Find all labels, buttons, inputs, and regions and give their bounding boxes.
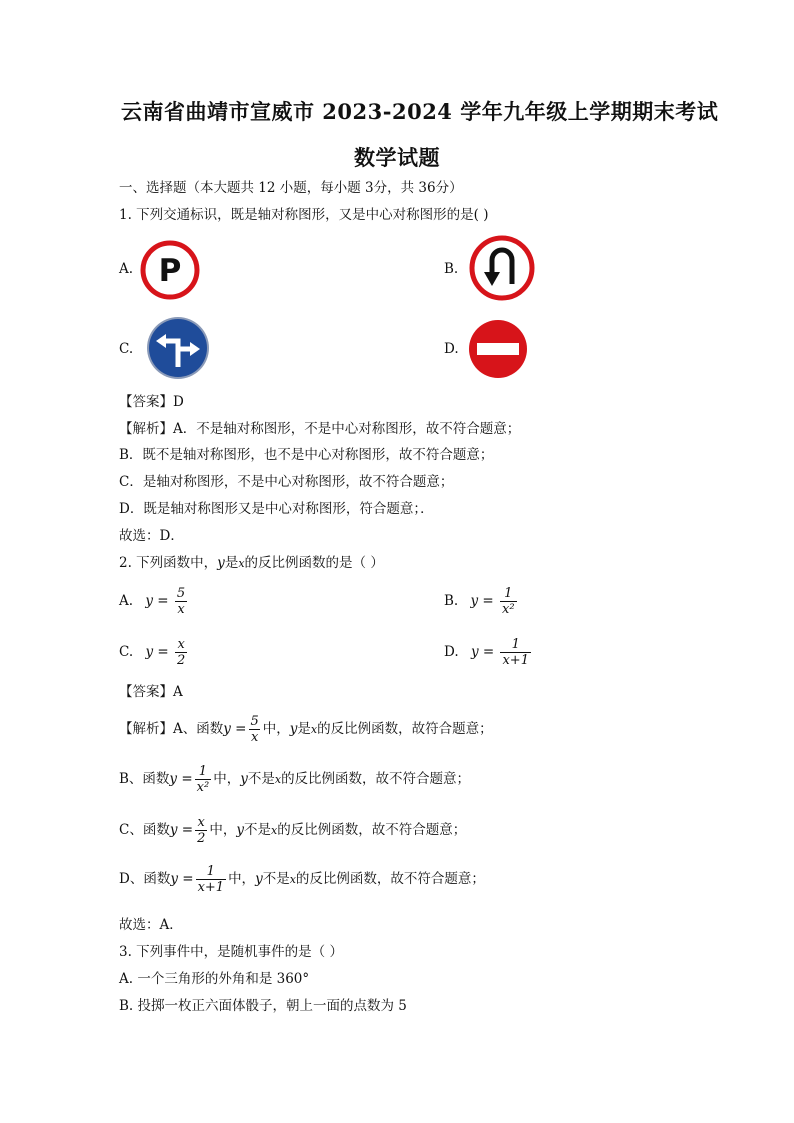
denominator: 2	[176, 653, 186, 668]
q3-stem: 3. 下列事件中，是随机事件的是（ ）	[119, 944, 343, 960]
analysis-lhs: y =	[169, 771, 193, 787]
numerator: 1	[198, 764, 208, 779]
numerator: 5	[176, 586, 186, 601]
q2-option-c	[119, 637, 189, 668]
q2-option-lhs: y =	[470, 593, 494, 609]
analysis-is: 不是	[247, 771, 275, 787]
parking-letter: P	[158, 253, 182, 289]
analysis-prefix: C、函数	[119, 822, 170, 838]
section-header: 一、选择题（本大题共 12 小题，每小题 3分，共 36分）	[119, 180, 463, 196]
denominator: x	[177, 602, 185, 617]
q2-analysis-line	[119, 714, 493, 745]
analysis-y: y	[240, 771, 248, 787]
q2-stem	[119, 554, 384, 573]
q1-analysis-line: D．既是轴对称图形又是中心对称图形，符合题意；．	[119, 501, 434, 517]
q2-conclusion: 故选：A．	[119, 917, 183, 933]
analysis-prefix: D、函数	[119, 871, 171, 887]
q2-stem-mid: 是	[224, 555, 239, 571]
q1-option-a-label: A.	[119, 261, 134, 277]
q2-analysis-line	[119, 764, 470, 795]
q2-stem-suffix: 的反比例函数的是（ ）	[244, 555, 384, 571]
q1-option-c-label: C.	[119, 341, 134, 357]
denominator: x²	[502, 602, 515, 617]
analysis-is: 不是	[262, 871, 290, 887]
denominator: x+1	[197, 880, 225, 895]
analysis-is: 不是	[244, 822, 271, 838]
analysis-y: y	[289, 721, 298, 737]
denominator: 2	[197, 831, 206, 846]
fraction	[175, 637, 187, 668]
fraction	[175, 586, 187, 617]
numerator: 1	[511, 637, 520, 652]
analysis-suffix: 的反比例函数，故不符合题意；	[277, 822, 467, 838]
analysis-middle: 中，	[209, 822, 237, 838]
fraction	[500, 637, 531, 668]
q2-analysis-line	[119, 864, 485, 895]
numerator: 1	[206, 864, 215, 879]
turn-left-or-right-sign-icon	[142, 315, 214, 381]
fraction	[195, 764, 212, 795]
q2-option-d	[444, 637, 533, 668]
analysis-prefix: 【解析】A、函数	[119, 721, 224, 737]
analysis-middle: 中，	[262, 721, 290, 737]
fraction	[500, 586, 517, 617]
numerator: x	[177, 637, 185, 652]
document-title: 云南省曲靖市宣威市 2023-2024 学年九年级上学期期末考试	[121, 99, 719, 124]
analysis-prefix: B、函数	[119, 771, 170, 787]
denominator: x+1	[502, 653, 529, 668]
fraction	[195, 815, 207, 846]
q2-option-label: C.	[119, 644, 134, 660]
analysis-lhs: y =	[223, 721, 247, 737]
q2-option-lhs: y =	[145, 644, 169, 660]
analysis-middle: 中，	[228, 871, 256, 887]
q2-stem-x: x	[238, 557, 245, 570]
q2-option-label: D.	[444, 644, 459, 660]
analysis-x: x	[289, 873, 296, 886]
q2-stem-y: y	[217, 555, 225, 571]
analysis-y: y	[255, 871, 263, 887]
q3-option-b: B. 投掷一枚正六面体骰子，朝上一面的点数为 5	[119, 998, 407, 1014]
q1-analysis-line: C．是轴对称图形，不是中心对称图形，故不符合题意；	[119, 474, 454, 490]
q2-option-lhs: y =	[145, 593, 169, 609]
q2-option-a	[119, 586, 189, 617]
analysis-suffix: 的反比例函数，故不符合题意；	[295, 871, 485, 887]
q3-option-a: A. 一个三角形的外角和是 360°	[119, 971, 310, 987]
q1-option-d-label: D.	[444, 341, 459, 357]
document-subtitle: 数学试题	[354, 145, 440, 170]
q1-answer: 【答案】D	[119, 394, 184, 410]
q1-analysis-line: B．既不是轴对称图形，也不是中心对称图形，故不符合题意；	[119, 447, 494, 463]
denominator: x²	[196, 780, 210, 795]
q2-analysis-line	[119, 815, 466, 846]
parking-sign-icon	[140, 240, 200, 300]
q1-conclusion: 故选：D．	[119, 528, 184, 544]
q2-option-label: A.	[119, 593, 134, 609]
analysis-middle: 中，	[213, 771, 241, 787]
analysis-x: x	[274, 773, 282, 786]
analysis-suffix: 的反比例函数，故不符合题意；	[281, 771, 471, 787]
numerator: 1	[504, 586, 513, 601]
analysis-suffix: 的反比例函数，故符合题意；	[317, 721, 493, 737]
analysis-x: x	[271, 824, 278, 837]
q1-option-b-label: B.	[444, 261, 459, 277]
fraction	[196, 864, 227, 895]
analysis-lhs: y =	[169, 822, 194, 838]
fraction	[248, 714, 260, 745]
numerator: 5	[250, 714, 259, 729]
analysis-is: 是	[297, 721, 311, 737]
q1-stem: 1. 下列交通标识，既是轴对称图形，又是中心对称图形的是( )	[119, 207, 489, 223]
analysis-lhs: y =	[170, 871, 194, 887]
q2-stem-prefix: 2. 下列函数中，	[119, 555, 218, 571]
q1-analysis-line: 【解析】A．不是轴对称图形，不是中心对称图形，故不符合题意；	[119, 421, 521, 437]
analysis-x: x	[310, 723, 318, 736]
q2-answer: 【答案】A	[119, 684, 183, 700]
numerator: x	[197, 815, 205, 830]
no-entry-sign-icon	[467, 318, 529, 380]
u-turn-sign-icon	[466, 234, 538, 302]
denominator: x	[250, 730, 259, 745]
q2-option-lhs: y =	[470, 644, 495, 660]
q2-option-b	[444, 586, 519, 617]
q2-option-label: B.	[444, 593, 459, 609]
analysis-y: y	[236, 822, 244, 838]
